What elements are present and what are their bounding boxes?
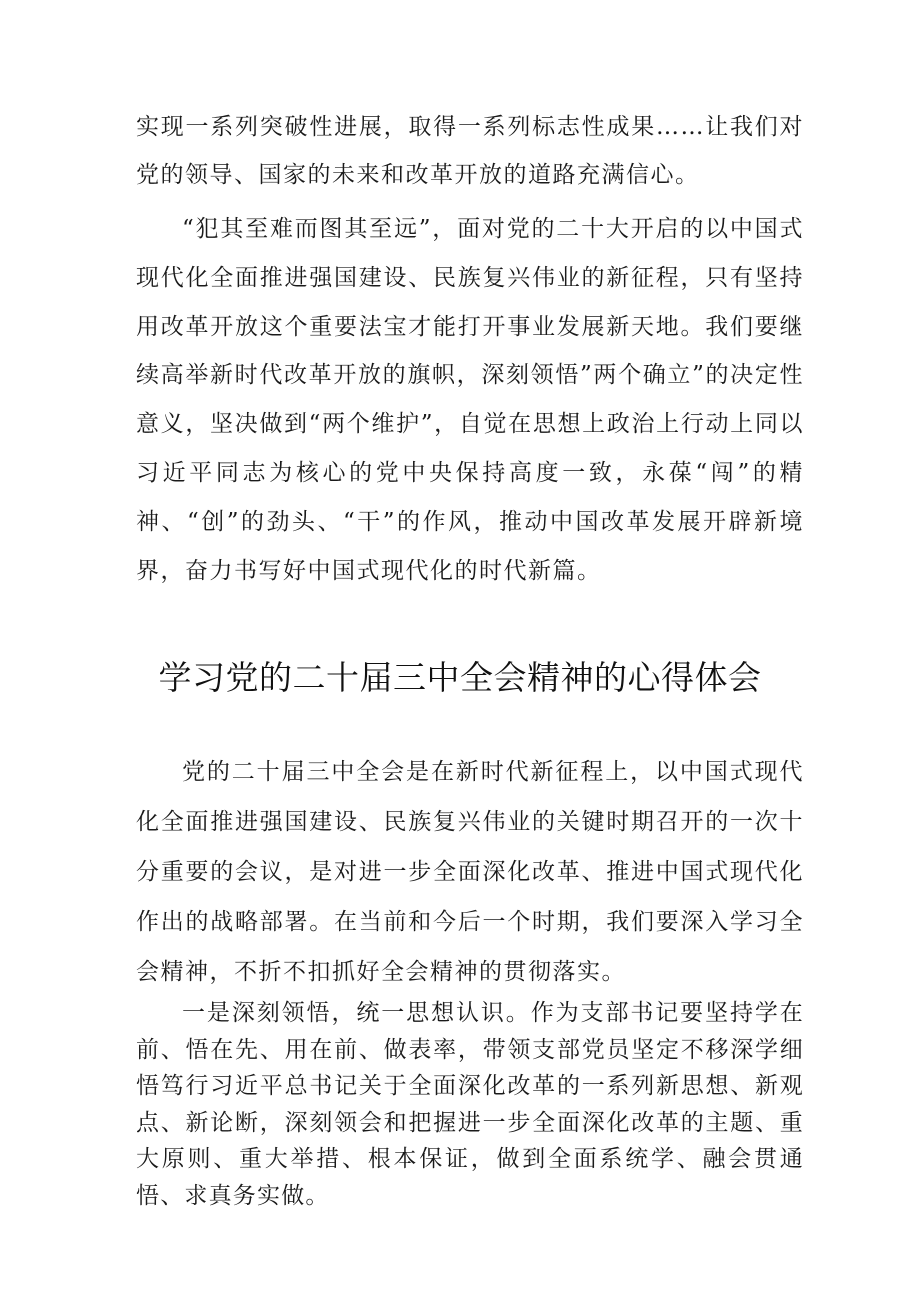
paragraph-point-one: 一是深刻领悟，统一思想认识。作为支部书记要坚持学在前、悟在先、用在前、做表率，带领支部党员坚定不移深学细悟笃行习近平总书记关于全面深化改革的一系列新思想、新观点、新论断，深刻领会和把握进一步全面深化改革的主题、重大原则、重大举措、根本保证，做到全面系统学、融会贯通悟、求真务实做。 <box>136 1000 804 1209</box>
paragraph-reform-opening: “犯其至难而图其至远”，面对党的二十大开启的以中国式现代化全面推进强国建设、民族复兴伟业的新征程，只有坚持用改革开放这个重要法宝才能打开事业发展新天地。我们要继续高举新时代改革开放的旗帜，深刻领悟”两个确立”的决定性意义，坚决做到“两个维护”，自觉在思想上政治上行动上同以习近平同志为核心的党中央保持高度一致，永葆“闯”的精神、“创”的劲头、“干”的作风，推动中国改革发展开辟新境界，奋力书写好中国式现代化的时代新篇。 <box>136 216 804 584</box>
paragraph-continuation: 实现一系列突破性进展，取得一系列标志性成果……让我们对党的领导、国家的未来和改革开放的道路充满信心。 <box>136 114 804 188</box>
paragraph-plenum-intro: 党的二十届三中全会是在新时代新征程上，以中国式现代化全面推进强国建设、民族复兴伟业的关键时期召开的一次十分重要的会议，是对进一步全面深化改革、推进中国式现代化作出的战略部署。在当前和今后一个时期，我们要深入学习全会精神，不折不扣抓好全会精神的贯彻落实。 <box>136 759 804 985</box>
section-title: 学习党的二十届三中全会精神的心得体会 <box>158 658 762 697</box>
